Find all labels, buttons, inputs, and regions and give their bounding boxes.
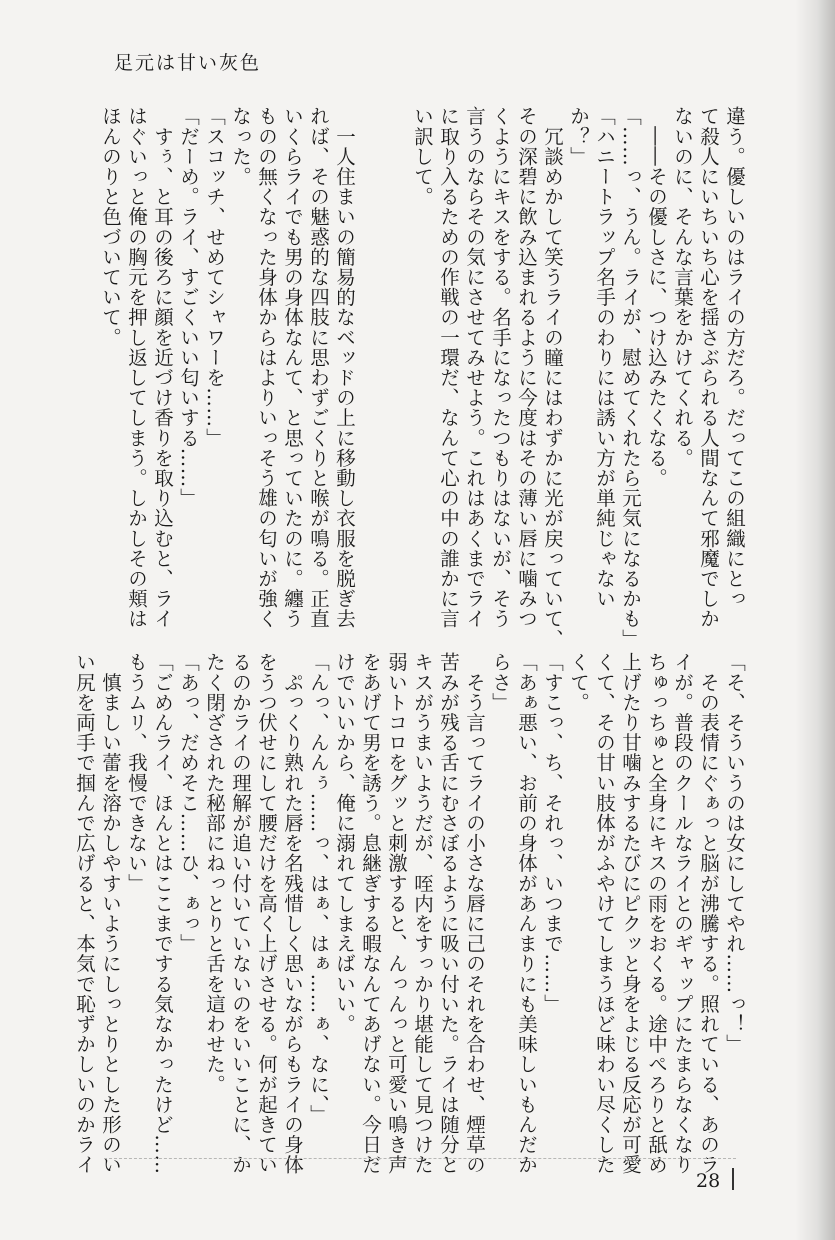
text-column-lower: 「そ、そういうのは女にしてやれ……っ！」 その表情にぐぁっと脳が沸騰する。照れている、あのラ イが。普段のクールなライとのギャップにたまらなくなり ちゅっちゅと全身にキスの雨をおくる。途中ぺろりと舐め 上げたり甘噛みするたびにピクッと身をよじる反応が可愛 くて、その甘い肢体がふやけてしまうほど味わい尽くした くて。 「すこっ、ち、それっ、いつまで……」 「あぁ悪い、お前の身体があんまりにも美味しいもんだか らさ」 そう言ってライの小さな唇に己のそれを合わせ、煙草の 苦みが残る舌にむさぼるように吸い付いた。ライは随分と キスがうまいようだが、咥内をすっかり堪能して見つけた 弱いトコロをグッと刺激すると、んっんっと可愛い鳴き声 をあげて男を誘う。息継ぎする暇なんてあげない。今日だ けでいいから、俺に溺れてしまえばいい。 「んっ、んんぅ……っ、はぁ、はぁ……ぁ、なに、」 ぷっくり熟れた唇を名残惜しく思いながらもライの身体 をうつ伏せにして腰だけを高く上げさせる。何が起きてい るのかライの理解が追い付いていないのをいいことに、か たく閉ざされた秘部にねっとりと舌を這わせた。 「あっ、だめそこ……ひ、ぁっ」 「ごめんライ、ほんとはここまでする気なかったけど…… もうムリ、我慢できない」 慎ましい蕾を溶かしやすいようにしっとりとした形のい い尻を両手で掴んで広げると、本気で恥ずかしいのかライ	[73, 652, 746, 1175]
page-number-divider	[732, 1168, 734, 1190]
page-number: 28	[696, 1170, 721, 1192]
text-column-upper: 違う。優しいのはライの方だろ。だってこの組織にとっ て殺人にいちいち心を揺さぶられる人間なんて邪魔でしか ないのに、そんな言葉をかけてくれる。 ――その優しさに、つけ込みたくなる。 「……っ、うん。ライが、慰めてくれたら元気になるかも」 「ハニートラップ名手のわりには誘い方が単純じゃない か？」 冗談めかして笑うライの瞳にはわずかに光が戻っていて、 その深碧に飲み込まれるように今度はその薄い唇に噛みつ くようにキスをする。名手になったつもりはないが、そう 言うのならその気にさせてみせよう。これはあくまでライ に取り入るための作戦の一環だ、なんて心の中の誰かに言 い訳して。 一人住まいの簡易的なベッドの上に移動し衣服を脱ぎ去 れば、その魅惑的な四肢に思わずごくりと喉が鳴る。正直 いくらライでも男の身体なんて、と思っていたのに。纏う ものの無くなった身体からはよりいっそう雄の匂いが強く なった。 「スコッチ、せめてシャワーを……」 「だーめ。ライ、すごくいい匂いする……」 すぅ、と耳の後ろに顔を近づけ香りを取り込むと、ライ はぐいっと俺の胸元を押し返してしまう。しかしその頬は ほんのりと色づいていて。	[99, 106, 746, 649]
binding-gutter-shadow	[795, 0, 835, 1240]
footer-rule	[104, 1158, 736, 1159]
running-title: 足元は甘い灰色	[114, 52, 262, 74]
